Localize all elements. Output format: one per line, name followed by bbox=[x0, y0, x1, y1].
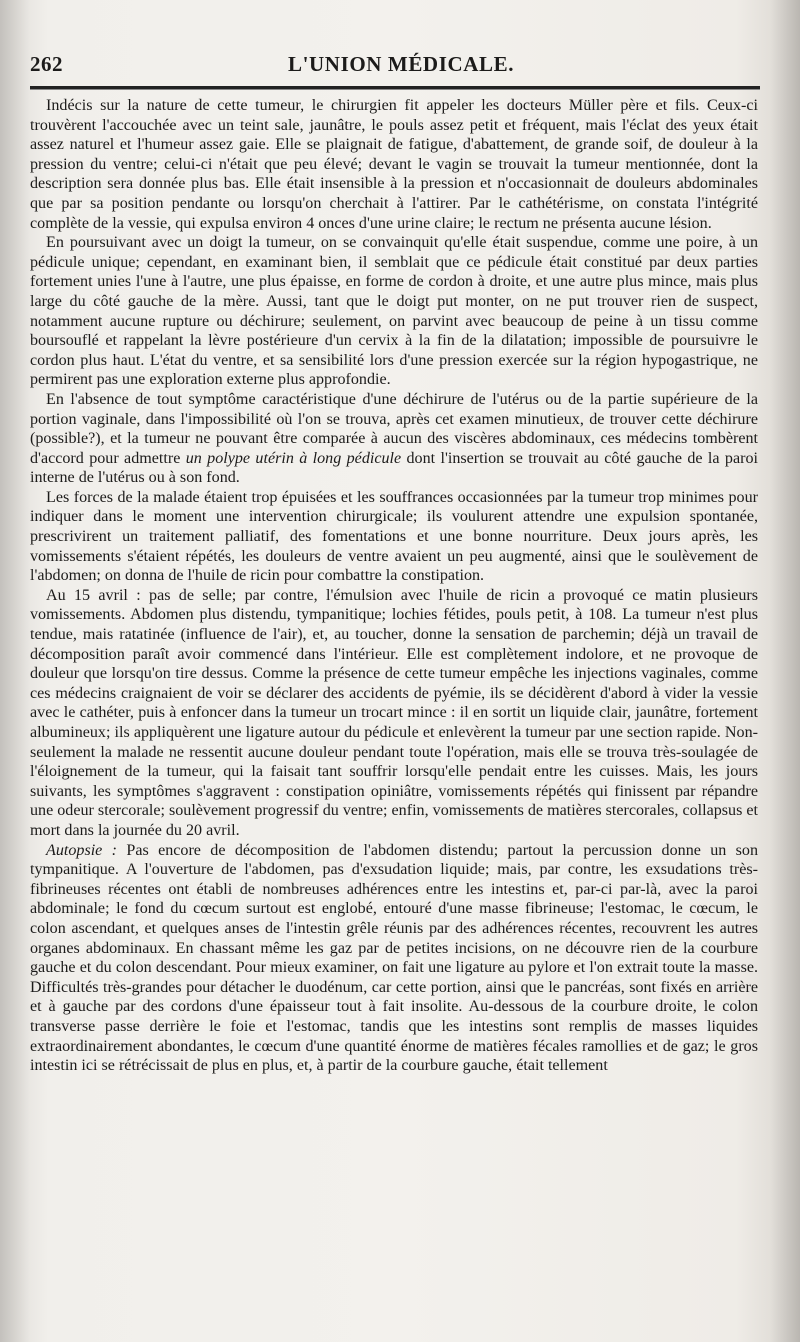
diagnosis-italic: un polype utérin à long pédicule bbox=[185, 449, 402, 467]
paragraph bbox=[30, 96, 758, 233]
paragraph bbox=[30, 841, 758, 1076]
paragraph-text: dont l'insertion se trouvait au côté gauche de la paroi interne de l'utérus ou à son fond. bbox=[30, 449, 758, 487]
autopsy-heading: Autopsie : bbox=[46, 841, 118, 859]
page-header bbox=[30, 50, 760, 84]
page-number: 262 bbox=[30, 52, 63, 76]
header-rule bbox=[30, 86, 760, 90]
paragraph-text: Indécis sur la nature de cette tumeur, le chirurgien fit appeler les docteurs Müller père et fils. Ceux-ci trouvèrent l'accouchée avec un teint sale, jaunâtre, le pouls assez petit et fréquent, mais l'éclat des yeux était assez naturel et l'humeur assez gaie. Elle se plaignait de fatigue, d'abattement, de grande soif, de douleur à la pression du ventre; celui-ci n'était que peu élevé; devant le vagin se trouvait la tumeur mentionnée, dont la description sera donnée plus bas. Elle était insensible à la pression et n'occasionnait de douleurs abdominales que par sa position pendante ou lorsqu'on cherchait à l'attirer. Par le cathétérisme, on constata l'intégrité complète de la vessie, qui expulsa environ 4 onces d'une urine claire; le rectum ne présenta aucune lésion. bbox=[30, 97, 758, 232]
paragraph bbox=[30, 586, 758, 841]
paragraph-text: Les forces de la malade étaient trop épuisées et les souffrances occasionnées par la tumeur trop minimes pour indiquer dans le moment une intervention chirurgicale; ils voulurent attendre une expulsion spontanée, prescrivirent un traitement palliatif, des fomentations et une bonne nourriture. Deux jours après, les vomissements s'étaient répétés, les douleurs de ventre avaient un peu augmenté, ainsi que le soulèvement de l'abdomen; on donna de l'huile de ricin pour combattre la constipation. bbox=[30, 488, 758, 585]
paragraph bbox=[30, 390, 758, 488]
article-body bbox=[30, 96, 758, 1076]
paragraph bbox=[30, 233, 758, 390]
page-edge-shadow bbox=[770, 0, 800, 1342]
paragraph-text: En l'absence de tout symptôme caractéristique d'une déchirure de l'utérus ou de la partie supérieure de la portion vaginale, dans l'impossibilité où l'on se trouva, après cet examen minutieux, de trouver cette déchirure (possible?), et la tumeur ne pouvant être comparée à aucun des viscères abdominaux, ces médecins tombèrent d'accord pour admettre bbox=[30, 390, 758, 467]
page-gutter-shadow bbox=[0, 0, 30, 1342]
paragraph-text: En poursuivant avec un doigt la tumeur, on se convainquit qu'elle était suspendue, comme une poire, à un pédicule unique; cependant, en examinant bien, il semblait que ce pédicule était constitué par deux parties fortement unies l'une à l'autre, une plus épaisse, en forme de cordon à droite, et une autre plus mince, mais plus large du côté gauche de la mère. Aussi, tant que le doigt put monter, on ne put trouver rien de suspect, notamment aucune rupture ou déchirure; seulement, on parvint avec beaucoup de peine à un tissu comme boursouflé et rappelant la lèvre postérieure d'un cervix à la fin de la dilatation; impossible de poursuivre le cordon plus haut. L'état du ventre, et sa sensibilité lors d'une pression exercée sur la région hypogastrique, ne permirent pas une exploration externe plus approfondie. bbox=[30, 234, 758, 389]
paragraph-text: Pas encore de décomposition de l'abdomen distendu; partout la percussion donne un son tympanitique. A l'ouverture de l'abdomen, pas d'exsudation liquide; mais, par contre, les exsudations très-fibrineuses récentes ont établi de nombreuses adhérences entre les intestins et, par-ci par-là, avec la paroi abdominale; le fond du cœcum surtout est englobé, entouré d'une masse fibrineuse; l'estomac, le cœcum, le colon ascendant, et quelques anses de l'intestin grêle réunis par des adhérences récentes, recouvrent les autres organes abdominaux. En chassant même les gaz par de petites incisions, on ne découvre rien de la courbure gauche et du colon descendant. Pour mieux examiner, on fait une ligature au pylore et l'on extrait toute la masse. Difficultés très-grandes pour détacher le duodénum, car cette portion, ainsi que le pancréas, sont fixés en arrière et à gauche par des cordons d'une épaisseur tout à fait insolite. Au-dessous de la courbure droite, le colon transverse passe derrière le foie et l'estomac, tandis que les intestins sont remplis de masses liquides extraordinairement abondantes, le cœcum d'une quantité énorme de matières fécales ramollies et de gaz; le gros intestin ici se rétrécissait de plus en plus, et, à partir de la courbure gauche, était tellement bbox=[30, 841, 759, 1075]
running-title: L'UNION MÉDICALE. bbox=[288, 52, 515, 76]
paragraph bbox=[30, 488, 758, 586]
paragraph-text: Au 15 avril : pas de selle; par contre, l'émulsion avec l'huile de ricin a provoqué ce matin plusieurs vomissements. Abdomen plus distendu, tympanitique; lochies fétides, pouls petit, à 108. La tumeur n'est plus tendue, mais ratatinée (influence de l'air), et, au toucher, donne la sensation de parchemin; déjà un travail de décomposition paraît avoir commencé dans l'intérieur. Elle est complètement indolore, et ne provoque de douleur que lorsqu'on tire dessus. Comme la présence de cette tumeur empêche les injections vaginales, comme ces médecins craignaient de voir se déclarer des accidents de pyémie, ils se décidèrent d'abord à vider la vessie avec le cathéter, puis à enfoncer dans la tumeur un trocart mince : il en sortit un liquide clair, jaunâtre, fortement albumineux; ils appliquèrent une ligature autour du pédicule et enlevèrent la tumeur par une section rapide. Non-seulement la malade ne ressentit aucune douleur pendant toute l'opération, mais elle se trouva très-soulagée de l'éloignement de la tumeur, qui la faisait tant souffrir lorsqu'elle pendait entre les cuisses. Mais, les jours suivants, les symptômes s'aggravent : constipation opiniâtre, vomissements répétés qui finissent par répandre une odeur stercorale; soulèvement progressif du ventre; enfin, vomissements de matières stercorales, collapsus et mort dans la journée du 20 avril. bbox=[30, 586, 759, 839]
